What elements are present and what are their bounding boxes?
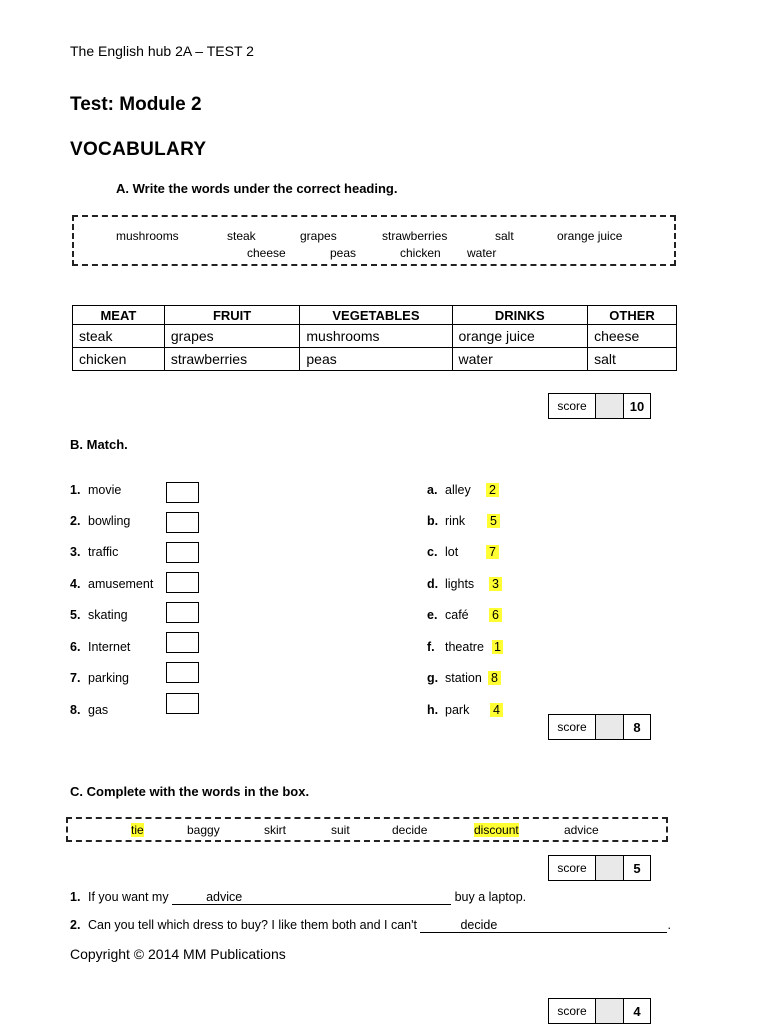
- score-input[interactable]: [596, 715, 624, 739]
- sentence-after: .: [667, 918, 671, 932]
- score-input[interactable]: [596, 394, 624, 418]
- match-right-item: [427, 608, 469, 622]
- table-cell: steak: [73, 325, 165, 348]
- score-total: 4: [633, 1003, 641, 1019]
- match-right-item: [427, 703, 469, 717]
- word-box-item: decide: [392, 823, 428, 837]
- section-heading: VOCABULARY: [70, 139, 207, 160]
- sentence-2: [70, 918, 671, 933]
- word-box-item: steak: [227, 229, 256, 243]
- copyright: Copyright © 2014 MM Publications: [70, 946, 286, 962]
- item-word: movie: [88, 483, 122, 497]
- answer-blank[interactable]: decide: [420, 918, 667, 933]
- word-box-item: mushrooms: [116, 229, 179, 243]
- score-box-c: [548, 855, 651, 881]
- item-letter: b.: [427, 514, 439, 528]
- word-box-item: orange juice: [557, 229, 623, 243]
- sentence-number: 2.: [70, 918, 81, 932]
- score-total: 10: [629, 398, 645, 414]
- table-header: OTHER: [588, 306, 677, 325]
- word-box-item: advice: [564, 823, 599, 837]
- sentence-before: If you want my: [88, 890, 169, 904]
- item-word: café: [445, 608, 469, 622]
- item-number: 6.: [70, 640, 81, 654]
- match-right-item: [427, 671, 482, 685]
- item-word: theatre: [445, 640, 484, 654]
- word-box-item: suit: [331, 823, 350, 837]
- item-word: bowling: [88, 514, 131, 528]
- table-cell: salt: [588, 348, 677, 371]
- table-cell: strawberries: [164, 348, 300, 371]
- item-word: gas: [88, 703, 109, 717]
- table-cell: orange juice: [452, 325, 588, 348]
- match-answer-highlight: 4: [490, 703, 503, 717]
- match-right-item: [427, 640, 484, 654]
- table-cell: mushrooms: [300, 325, 452, 348]
- score-input[interactable]: [596, 999, 624, 1023]
- document-header: The English hub 2A – TEST 2: [70, 43, 254, 59]
- item-number: 2.: [70, 514, 81, 528]
- match-left-item: [70, 608, 128, 622]
- item-letter: h.: [427, 703, 439, 717]
- table-header: FRUIT: [164, 306, 300, 325]
- match-answer-box[interactable]: [166, 693, 199, 714]
- match-answer-highlight: 1: [494, 640, 501, 654]
- sentence-number: 1.: [70, 890, 81, 904]
- word-box-item: cheese: [247, 246, 286, 260]
- match-answer-highlight: 2: [486, 483, 499, 497]
- match-left-item: [70, 640, 130, 654]
- match-left-item: [70, 577, 153, 591]
- word-box-item: peas: [330, 246, 357, 260]
- item-letter: f.: [427, 640, 435, 654]
- item-word: park: [445, 703, 470, 717]
- match-answer-box[interactable]: [166, 632, 199, 653]
- item-number: 1.: [70, 483, 81, 497]
- match-right-item: [427, 545, 458, 559]
- table-row: [73, 348, 677, 371]
- score-label: score: [549, 856, 596, 880]
- item-letter: g.: [427, 671, 439, 685]
- match-left-item: [70, 483, 121, 497]
- score-box-b: [548, 714, 651, 740]
- word-box-item: grapes: [300, 229, 337, 243]
- item-number: 7.: [70, 671, 81, 685]
- score-box-a: [548, 393, 651, 419]
- match-left-item: [70, 514, 130, 528]
- table-header: DRINKS: [452, 306, 588, 325]
- test-title: Test: Module 2: [70, 94, 202, 115]
- match-answer-highlight: 3: [489, 577, 502, 591]
- word-box-item: salt: [495, 229, 514, 243]
- vocabulary-table: [72, 305, 677, 371]
- item-number: 4.: [70, 577, 81, 591]
- match-answer-highlight: 7: [486, 545, 499, 559]
- match-answer-box[interactable]: [166, 512, 199, 533]
- item-number: 5.: [70, 608, 81, 622]
- match-answer-highlight: 5: [487, 514, 500, 528]
- word-box-item: skirt: [264, 823, 286, 837]
- table-header-row: [73, 306, 677, 325]
- table-cell: grapes: [164, 325, 300, 348]
- match-answer-box[interactable]: [166, 602, 199, 623]
- match-answer-highlight: 6: [489, 608, 502, 622]
- word-box-item: chicken: [400, 246, 441, 260]
- item-word: Internet: [88, 640, 131, 654]
- score-label: score: [549, 715, 596, 739]
- item-number: 3.: [70, 545, 81, 559]
- match-answer-box[interactable]: [166, 542, 199, 563]
- word-box-item: discount: [474, 823, 519, 837]
- word-box-item: tie: [131, 823, 144, 837]
- table-cell: peas: [300, 348, 452, 371]
- score-label: score: [549, 394, 596, 418]
- item-word: parking: [88, 671, 129, 685]
- score-box-bottom: [548, 998, 651, 1024]
- score-label: score: [549, 999, 596, 1023]
- part-a-instruction: A. Write the words under the correct heading.: [116, 181, 398, 196]
- item-letter: d.: [427, 577, 439, 591]
- word-box-item: water: [467, 246, 497, 260]
- item-word: alley: [445, 483, 471, 497]
- item-word: station: [445, 671, 482, 685]
- match-left-item: [70, 703, 108, 717]
- item-word: lot: [445, 545, 459, 559]
- table-header: MEAT: [73, 306, 165, 325]
- sentence-after: buy a laptop.: [454, 890, 527, 904]
- match-left-item: [70, 545, 118, 559]
- word-box-item: strawberries: [382, 229, 448, 243]
- table-header: VEGETABLES: [300, 306, 452, 325]
- table-cell: water: [452, 348, 588, 371]
- match-answer-box[interactable]: [166, 662, 199, 683]
- part-a-word-box: [72, 215, 676, 266]
- item-word: lights: [445, 577, 475, 591]
- match-right-item: [427, 514, 465, 528]
- score-total: 5: [633, 860, 641, 876]
- table-cell: cheese: [588, 325, 677, 348]
- part-c-word-box: [66, 817, 668, 842]
- match-right-item: [427, 483, 471, 497]
- item-word: rink: [445, 514, 466, 528]
- answer-blank[interactable]: advice: [172, 890, 451, 905]
- item-word: amusement: [88, 577, 154, 591]
- match-answer-box[interactable]: [166, 482, 199, 503]
- item-letter: c.: [427, 545, 438, 559]
- match-right-item: [427, 577, 474, 591]
- score-input[interactable]: [596, 856, 624, 880]
- table-row: [73, 325, 677, 348]
- table-cell: chicken: [73, 348, 165, 371]
- item-letter: a.: [427, 483, 438, 497]
- word-box-item: baggy: [187, 823, 220, 837]
- part-b-instruction: B. Match.: [70, 437, 128, 452]
- sentence-1: [70, 890, 526, 905]
- score-total: 8: [633, 719, 641, 735]
- item-letter: e.: [427, 608, 438, 622]
- item-word: traffic: [88, 545, 119, 559]
- match-left-item: [70, 671, 129, 685]
- match-answer-box[interactable]: [166, 572, 199, 593]
- part-c-instruction: C. Complete with the words in the box.: [70, 784, 310, 799]
- sentence-before: Can you tell which dress to buy? I like them both and I can't: [88, 918, 417, 932]
- item-number: 8.: [70, 703, 81, 717]
- match-answer-highlight: 8: [488, 671, 501, 685]
- item-word: skating: [88, 608, 128, 622]
